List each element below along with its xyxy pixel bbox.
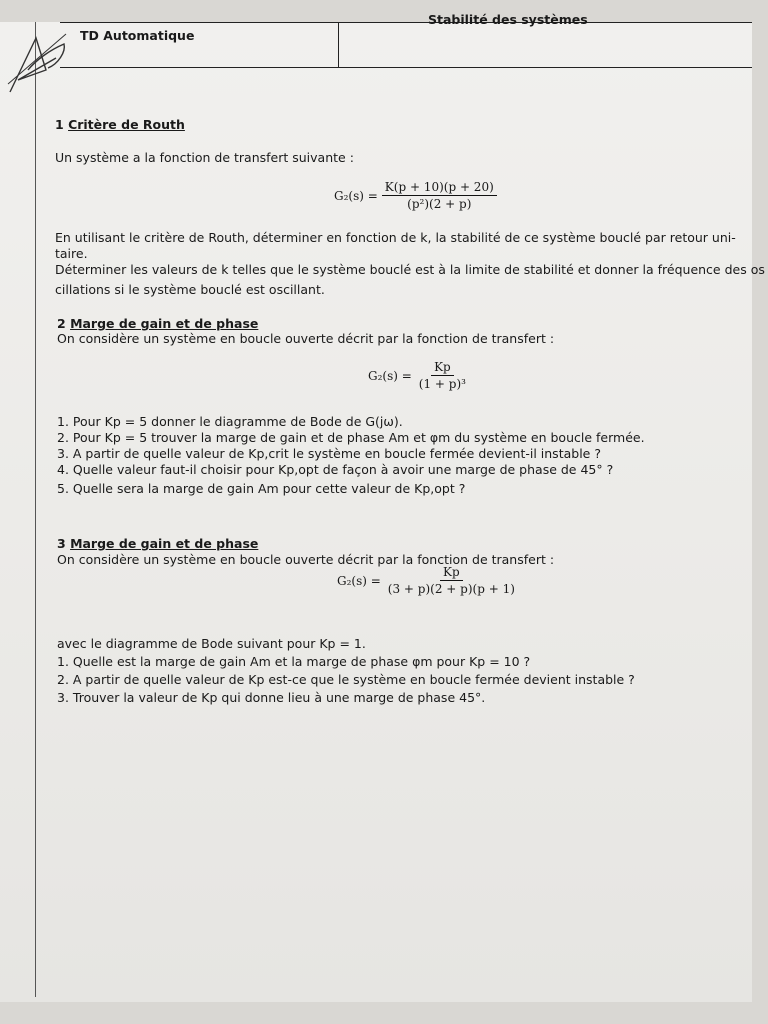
equation-numerator: Kp <box>431 360 454 376</box>
question-item: 2. Pour Kp = 5 trouver la marge de gain et de phase Am et φm du système en boucle fermée. <box>57 430 645 445</box>
margin-line <box>35 22 36 997</box>
equation-denominator: (3 + p)(2 + p)(p + 1) <box>387 582 515 596</box>
section-title: Marge de gain et de phase <box>70 316 259 331</box>
paragraph-line: cillations si le système bouclé est oscillant. <box>55 282 325 297</box>
section-number: 2 <box>57 316 66 331</box>
question-item: 4. Quelle valeur faut-il choisir pour Kp,opt de façon à avoir une marge de phase de 45° ? <box>57 462 614 477</box>
header-divider <box>338 23 339 67</box>
section-number: 3 <box>57 536 66 551</box>
paragraph-line: taire. <box>55 246 88 261</box>
equation-lhs: G₂(s) = <box>337 573 381 588</box>
course-title: TD Automatique <box>80 28 195 43</box>
document-page <box>0 22 752 1002</box>
chapter-title: Stabilité des systèmes <box>428 12 588 27</box>
question-item: 1. Pour Kp = 5 donner le diagramme de Bode de G(jω). <box>57 414 403 429</box>
question-item: 3. A partir de quelle valeur de Kp,crit le système en boucle fermée devient-il instable ? <box>57 446 601 461</box>
question-item: 3. Trouver la valeur de Kp qui donne lieu à une marge de phase 45°. <box>57 690 486 705</box>
section-title: Critère de Routh <box>68 117 185 132</box>
section-3-heading <box>57 536 258 552</box>
equation-denominator: (1 + p)³ <box>418 377 466 391</box>
paragraph-line: Déterminer les valeurs de k telles que le système bouclé est à la limite de stabilité et donner la fréquence des os <box>55 262 765 277</box>
section-3-intro: On considère un système en boucle ouverte décrit par la fonction de transfert : <box>57 552 555 567</box>
question-item: 2. A partir de quelle valeur de Kp est-ce que le système en boucle fermée devient instable ? <box>57 672 635 687</box>
equation-numerator: K(p + 10)(p + 20) <box>382 180 497 196</box>
transfer-function-1 <box>334 180 497 211</box>
transfer-function-2 <box>368 360 469 391</box>
section-2-heading <box>57 316 258 332</box>
bode-note: avec le diagramme de Bode suivant pour Kp = 1. <box>57 636 366 651</box>
section-number: 1 <box>55 117 64 132</box>
section-title: Marge de gain et de phase <box>70 536 259 551</box>
paragraph-line: En utilisant le critère de Routh, déterminer en fonction de k, la stabilité de ce système bouclé par retour uni- <box>55 230 736 245</box>
section-1-intro: Un système a la fonction de transfert suivante : <box>55 150 354 165</box>
equation-denominator: (p²)(2 + p) <box>407 197 472 211</box>
section-2-intro: On considère un système en boucle ouverte décrit par la fonction de transfert : <box>57 331 555 346</box>
transfer-function-3 <box>337 565 518 596</box>
equation-numerator: Kp <box>440 565 463 581</box>
question-item: 5. Quelle sera la marge de gain Am pour cette valeur de Kp,opt ? <box>57 481 466 496</box>
section-1-heading <box>55 117 185 133</box>
equation-lhs: G₂(s) = <box>368 368 412 383</box>
question-item: 1. Quelle est la marge de gain Am et la marge de phase φm pour Kp = 10 ? <box>57 654 531 669</box>
equation-lhs: G₂(s) = <box>334 188 378 203</box>
